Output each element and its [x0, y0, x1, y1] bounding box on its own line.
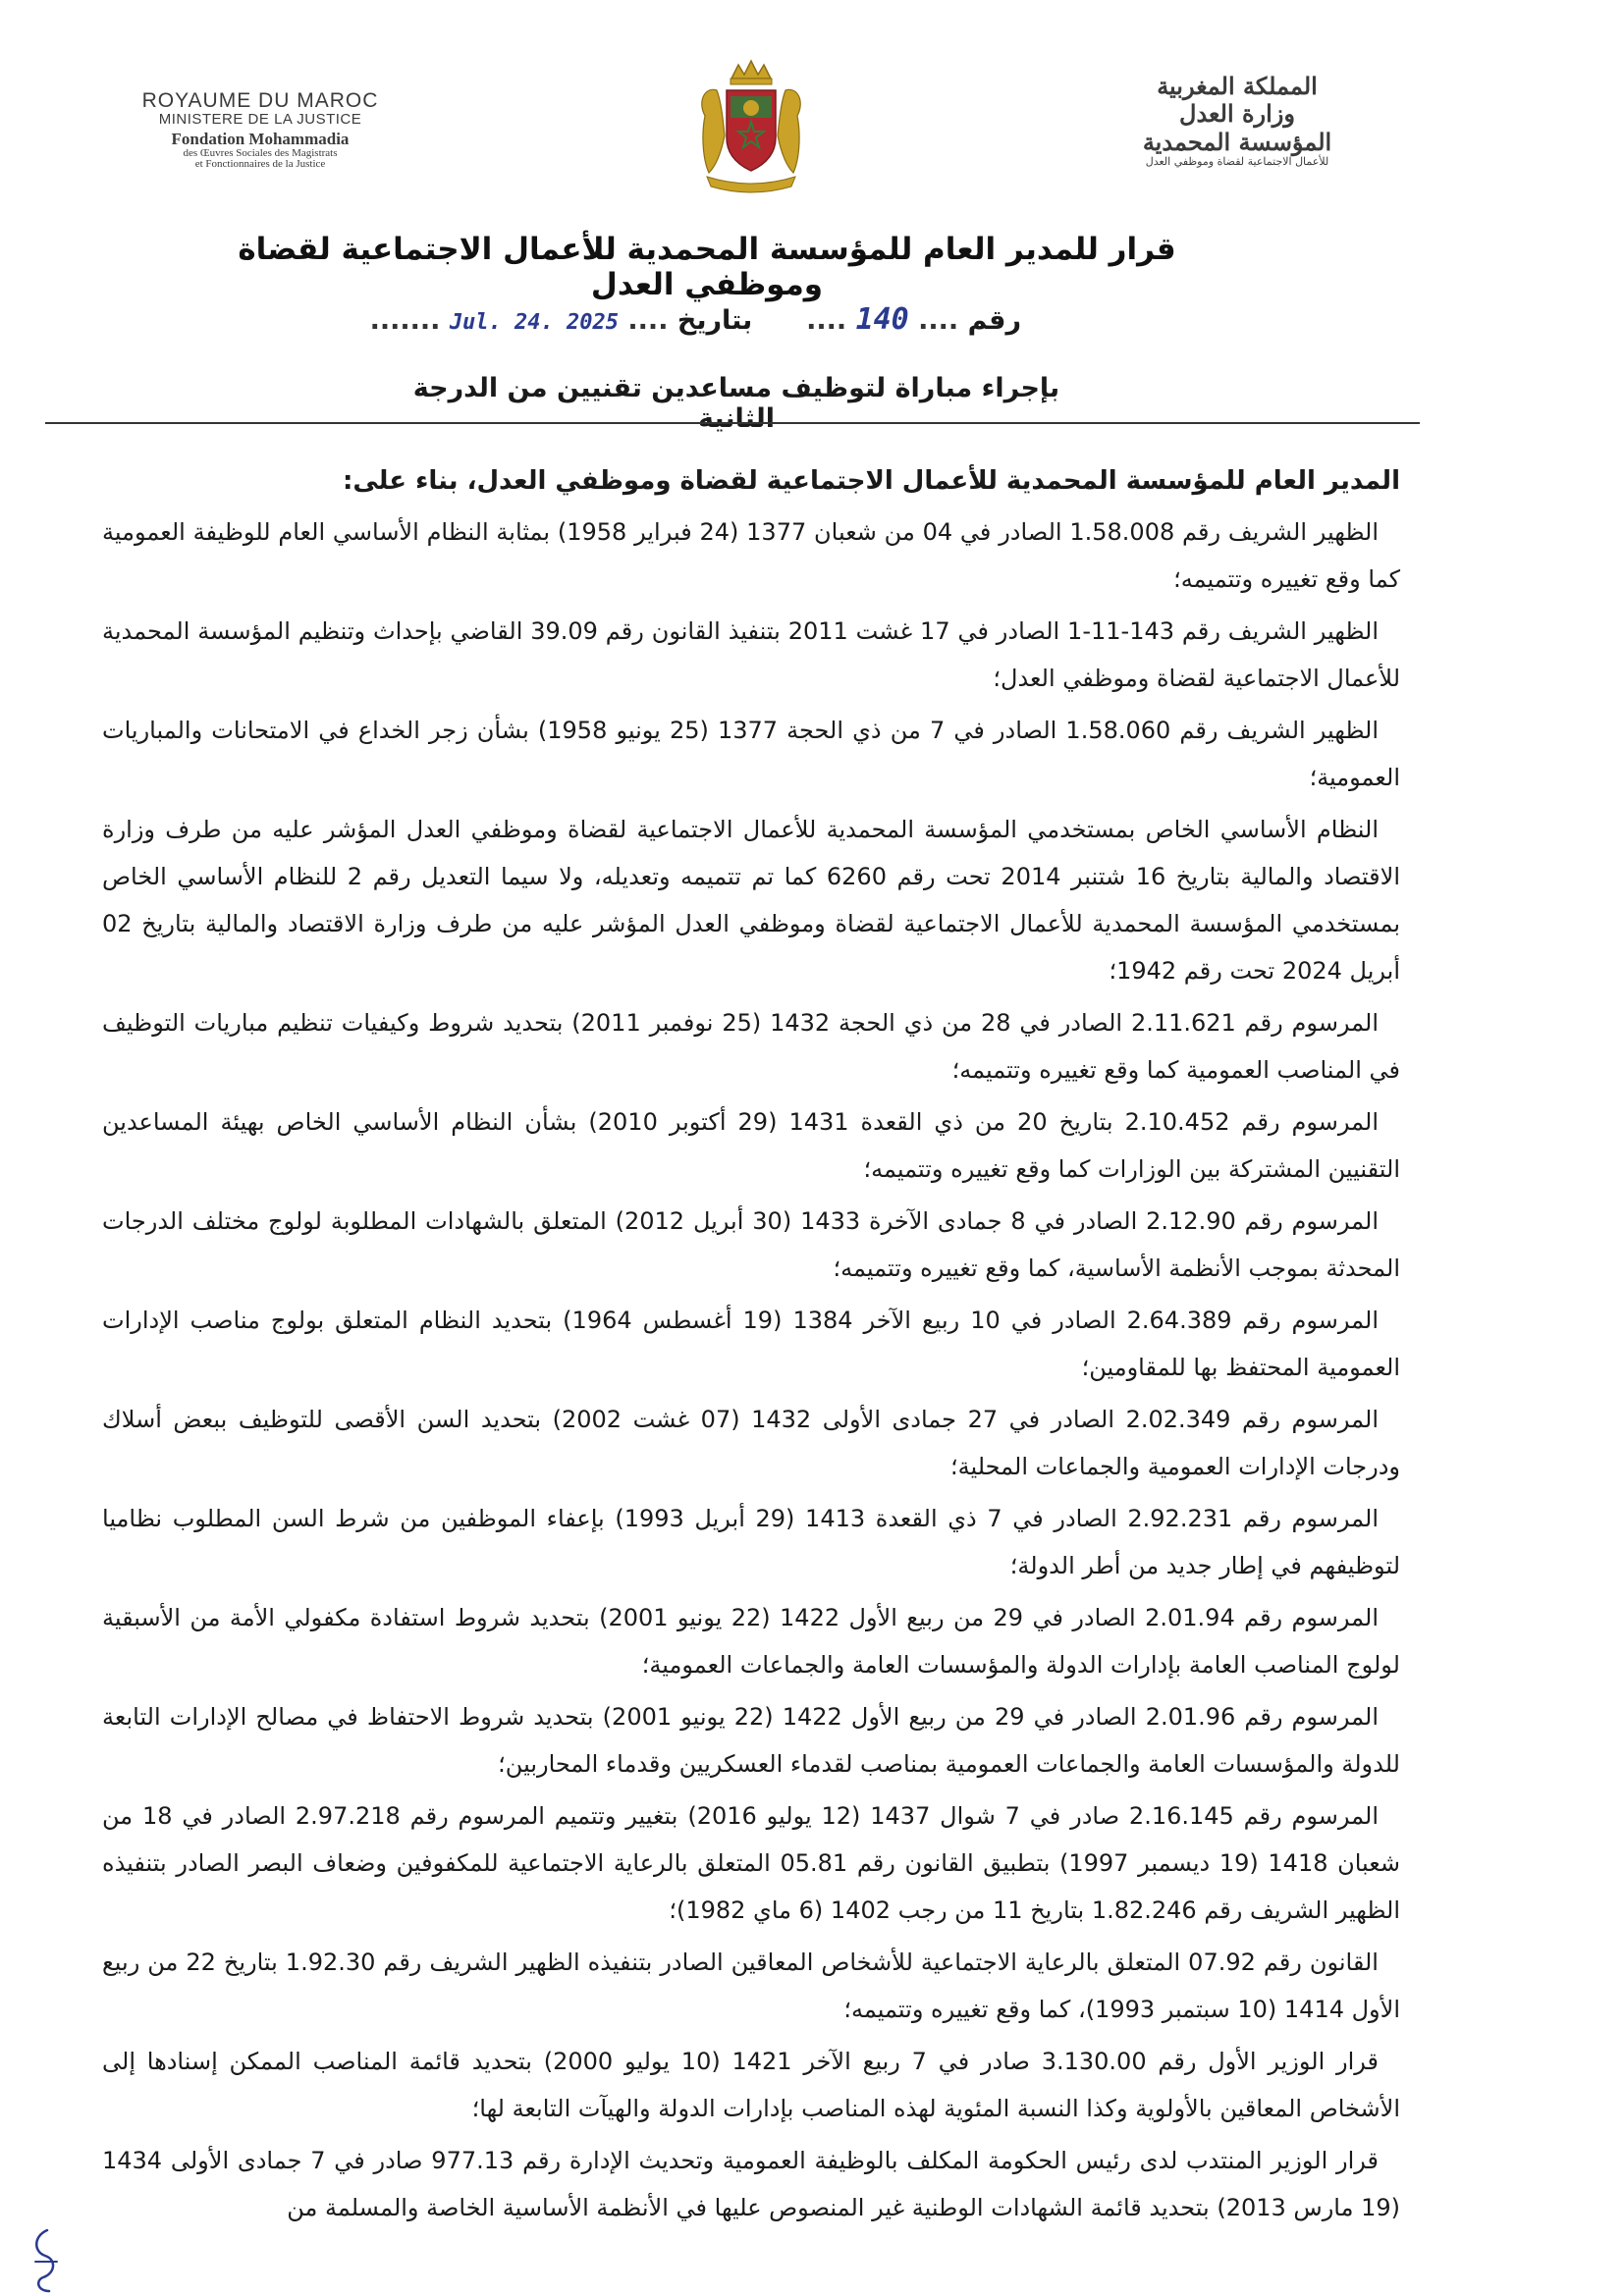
coat-of-arms-icon: [687, 57, 815, 194]
decision-number-line: [369, 302, 1021, 337]
ministry-label-ar: وزارة العدل: [1179, 99, 1295, 129]
legal-reference: الظهير الشريف رقم 143-11-1 الصادر في 17 غشت 2011 بتنفيذ القانون رقم 39.09 القاضي بإحداث وتنظيم المؤسسة المحمدية للأعمال الاجتماعية لقضاة وموظفي العدل؛: [102, 617, 1400, 692]
ministry-label: MINISTERE DE LA JUSTICE: [158, 111, 362, 129]
number-label: رقم: [967, 305, 1021, 336]
legal-reference: المرسوم رقم 2.16.145 صادر في 7 شوال 1437 (12 يوليو 2016) بتغيير وتتميم المرسوم رقم 2.97.218 الصادر في 18 من شعبان 1418 (19 ديسمبر 1997) بتطبيق القانون رقم 05.81 المتعلق بالرعاية الاجتماعية للمكفوفين وضعاف البصر الصادر بتنفيذه الظهير الشريف رقم 1.82.246 بتاريخ 11 من رجب 1402 (6 ماي 1982)؛: [102, 1802, 1400, 1924]
date-dots: ....: [627, 305, 669, 336]
foundation-subtitle-2: et Fonctionnaires de la Justice: [194, 158, 326, 171]
legal-reference: المرسوم رقم 2.11.621 الصادر في 28 من ذي الحجة 1432 (25 نوفمبر 2011) بتحديد شروط وكيفيات تنظيم مباريات التوظيف في المناصب العمومية كما وقع تغييره وتتميمه؛: [102, 1009, 1400, 1084]
document-subtitle: بإجراء مباراة لتوظيف مساعدين تقنيين من الدرجة الثانية: [412, 373, 1060, 434]
kingdom-label: ROYAUME DU MAROC: [141, 89, 379, 112]
legal-reference: الظهير الشريف رقم 1.58.060 الصادر في 7 من ذي الحجة 1377 (25 يونيو 1958) بشأن زجر الخداع في الامتحانات والمباريات العمومية؛: [102, 717, 1400, 791]
kingdom-label-ar: المملكة المغربية: [1157, 72, 1318, 100]
legal-reference: النظام الأساسي الخاص بمستخدمي المؤسسة المحمدية للأعمال الاجتماعية لقضاة وموظفي العدل المؤشر عليه من طرف وزارة الاقتصاد والمالية بتاريخ 16 شتنبر 2014 تحت رقم 6260 كما تم تتميمه وتعديله، ولا سيما التعديل رقم 2 للنظام الأساسي الخاص بمستخدمي المؤسسة المحمدية للأعمال الاجتماعية لقضاة وموظفي العدل المؤشر عليه من طرف وزارة الاقتصاد والمالية بتاريخ 02 أبريل 2024 تحت رقم 1942؛: [102, 816, 1400, 985]
header-divider: [45, 422, 1420, 424]
document-body: [102, 457, 1400, 2236]
number-dots: ....: [918, 305, 959, 336]
number-dots-trailing: ....: [806, 305, 847, 336]
handwritten-initial-mark: [26, 2226, 65, 2295]
letterhead-arabic: [1119, 73, 1355, 169]
legal-reference: قرار الوزير الأول رقم 3.130.00 صادر في 7 ربيع الآخر 1421 (10 يوليو 2000) بتحديد قائمة المناصب الممكن إسنادها إلى الأشخاص المعاقين بالأولوية وكذا النسبة المئوية لهذه المناصب بإدارات الدولة والهيآت التابعة لها؛: [102, 2048, 1400, 2122]
legal-reference: المرسوم رقم 2.92.231 الصادر في 7 ذي القعدة 1413 (29 أبريل 1993) بإعفاء الموظفين من شرط السن المطلوب نظاميا لتوظيفهم في إطار جديد من أطر الدولة؛: [102, 1505, 1400, 1579]
legal-reference: القانون رقم 07.92 المتعلق بالرعاية الاجتماعية للأشخاص المعاقين الصادر بتنفيذه الظهير الشريف رقم 1.92.30 بتاريخ 22 من ربيع الأول 1414 (10 سبتمبر 1993)، كما وقع تغييره وتتميمه؛: [102, 1949, 1400, 2023]
decision-date: 2025 .Jul. 24: [449, 310, 620, 335]
legal-reference: الظهير الشريف رقم 1.58.008 الصادر في 04 من شعبان 1377 (24 فبراير 1958) بمثابة النظام الأساسي العام للوظيفة العمومية كما وقع تغييره وتتميمه؛: [102, 518, 1400, 593]
foundation-label: Fondation Mohammadia: [171, 129, 350, 148]
date-label: بتاريخ: [677, 305, 753, 336]
legal-reference: المرسوم رقم 2.01.96 الصادر في 29 من ربيع الأول 1422 (22 يونيو 2001) بتحديد شروط الاحتفاظ في مصالح الإدارات التابعة للدولة والمؤسسات العامة والجماعات العمومية بمناصب لقدماء العسكريين وقدماء المحاربين؛: [102, 1703, 1400, 1778]
preamble-lead: المدير العام للمؤسسة المحمدية للأعمال الاجتماعية لقضاة وموظفي العدل، بناء على:: [342, 466, 1400, 496]
document-title: قرار للمدير العام للمؤسسة المحمدية للأعمال الاجتماعية لقضاة وموظفي العدل: [238, 232, 1176, 302]
legal-reference: قرار الوزير المنتدب لدى رئيس الحكومة المكلف بالوظيفة العمومية وتحديث الإدارة رقم 977.13 صادر في 7 جمادى الأولى 1434 (19 مارس 2013) بتحديد قائمة الشهادات الوطنية غير المنصوص عليها في الأنظمة الأساسية الخاصة والمسلمة من: [102, 2147, 1400, 2221]
legal-reference: المرسوم رقم 2.64.389 الصادر في 10 ربيع الآخر 1384 (19 أغسطس 1964) بتحديد النظام المتعلق بولوج مناصب الإدارات العمومية المحتفظ بها للمقاومين؛: [102, 1307, 1400, 1381]
legal-reference: المرسوم رقم 2.12.90 الصادر في 8 جمادى الآخرة 1433 (30 أبريل 2012) المتعلق بالشهادات المطلوبة لولوج مختلف الدرجات المحدثة بموجب الأنظمة الأساسية، كما وقع تغييره وتتميمه؛: [102, 1207, 1400, 1282]
foundation-label-ar: المؤسسة المحمدية: [1142, 127, 1332, 156]
date-dots-trailing: .......: [369, 305, 441, 336]
letterhead-french: [128, 90, 393, 171]
foundation-subtitle-ar: للأعمال الاجتماعية لقضاة وموظفي العدل: [1145, 154, 1329, 168]
legal-reference: المرسوم رقم 2.10.452 بتاريخ 20 من ذي القعدة 1431 (29 أكتوبر 2010) بشأن النظام الأساسي الخاص بهيئة المساعدين التقنيين المشتركة بين الوزارات كما وقع تغييره وتتميمه؛: [102, 1108, 1400, 1183]
legal-reference: المرسوم رقم 2.01.94 الصادر في 29 من ربيع الأول 1422 (22 يونيو 2001) بتحديد شروط استفادة مكفولي الأمة من الأسبقية لولوج المناصب العامة بإدارات الدولة والمؤسسات العامة والجماعات العمومية؛: [102, 1604, 1400, 1679]
legal-reference: المرسوم رقم 2.02.349 الصادر في 27 جمادى الأولى 1432 (07 غشت 2002) بتحديد السن الأقصى للتوظيف ببعض أسلاك ودرجات الإدارات العمومية والجماعات المحلية؛: [102, 1406, 1400, 1480]
foundation-subtitle-1: des Œuvres Sociales des Magistrats: [183, 146, 338, 159]
decision-number: 140: [855, 302, 909, 337]
